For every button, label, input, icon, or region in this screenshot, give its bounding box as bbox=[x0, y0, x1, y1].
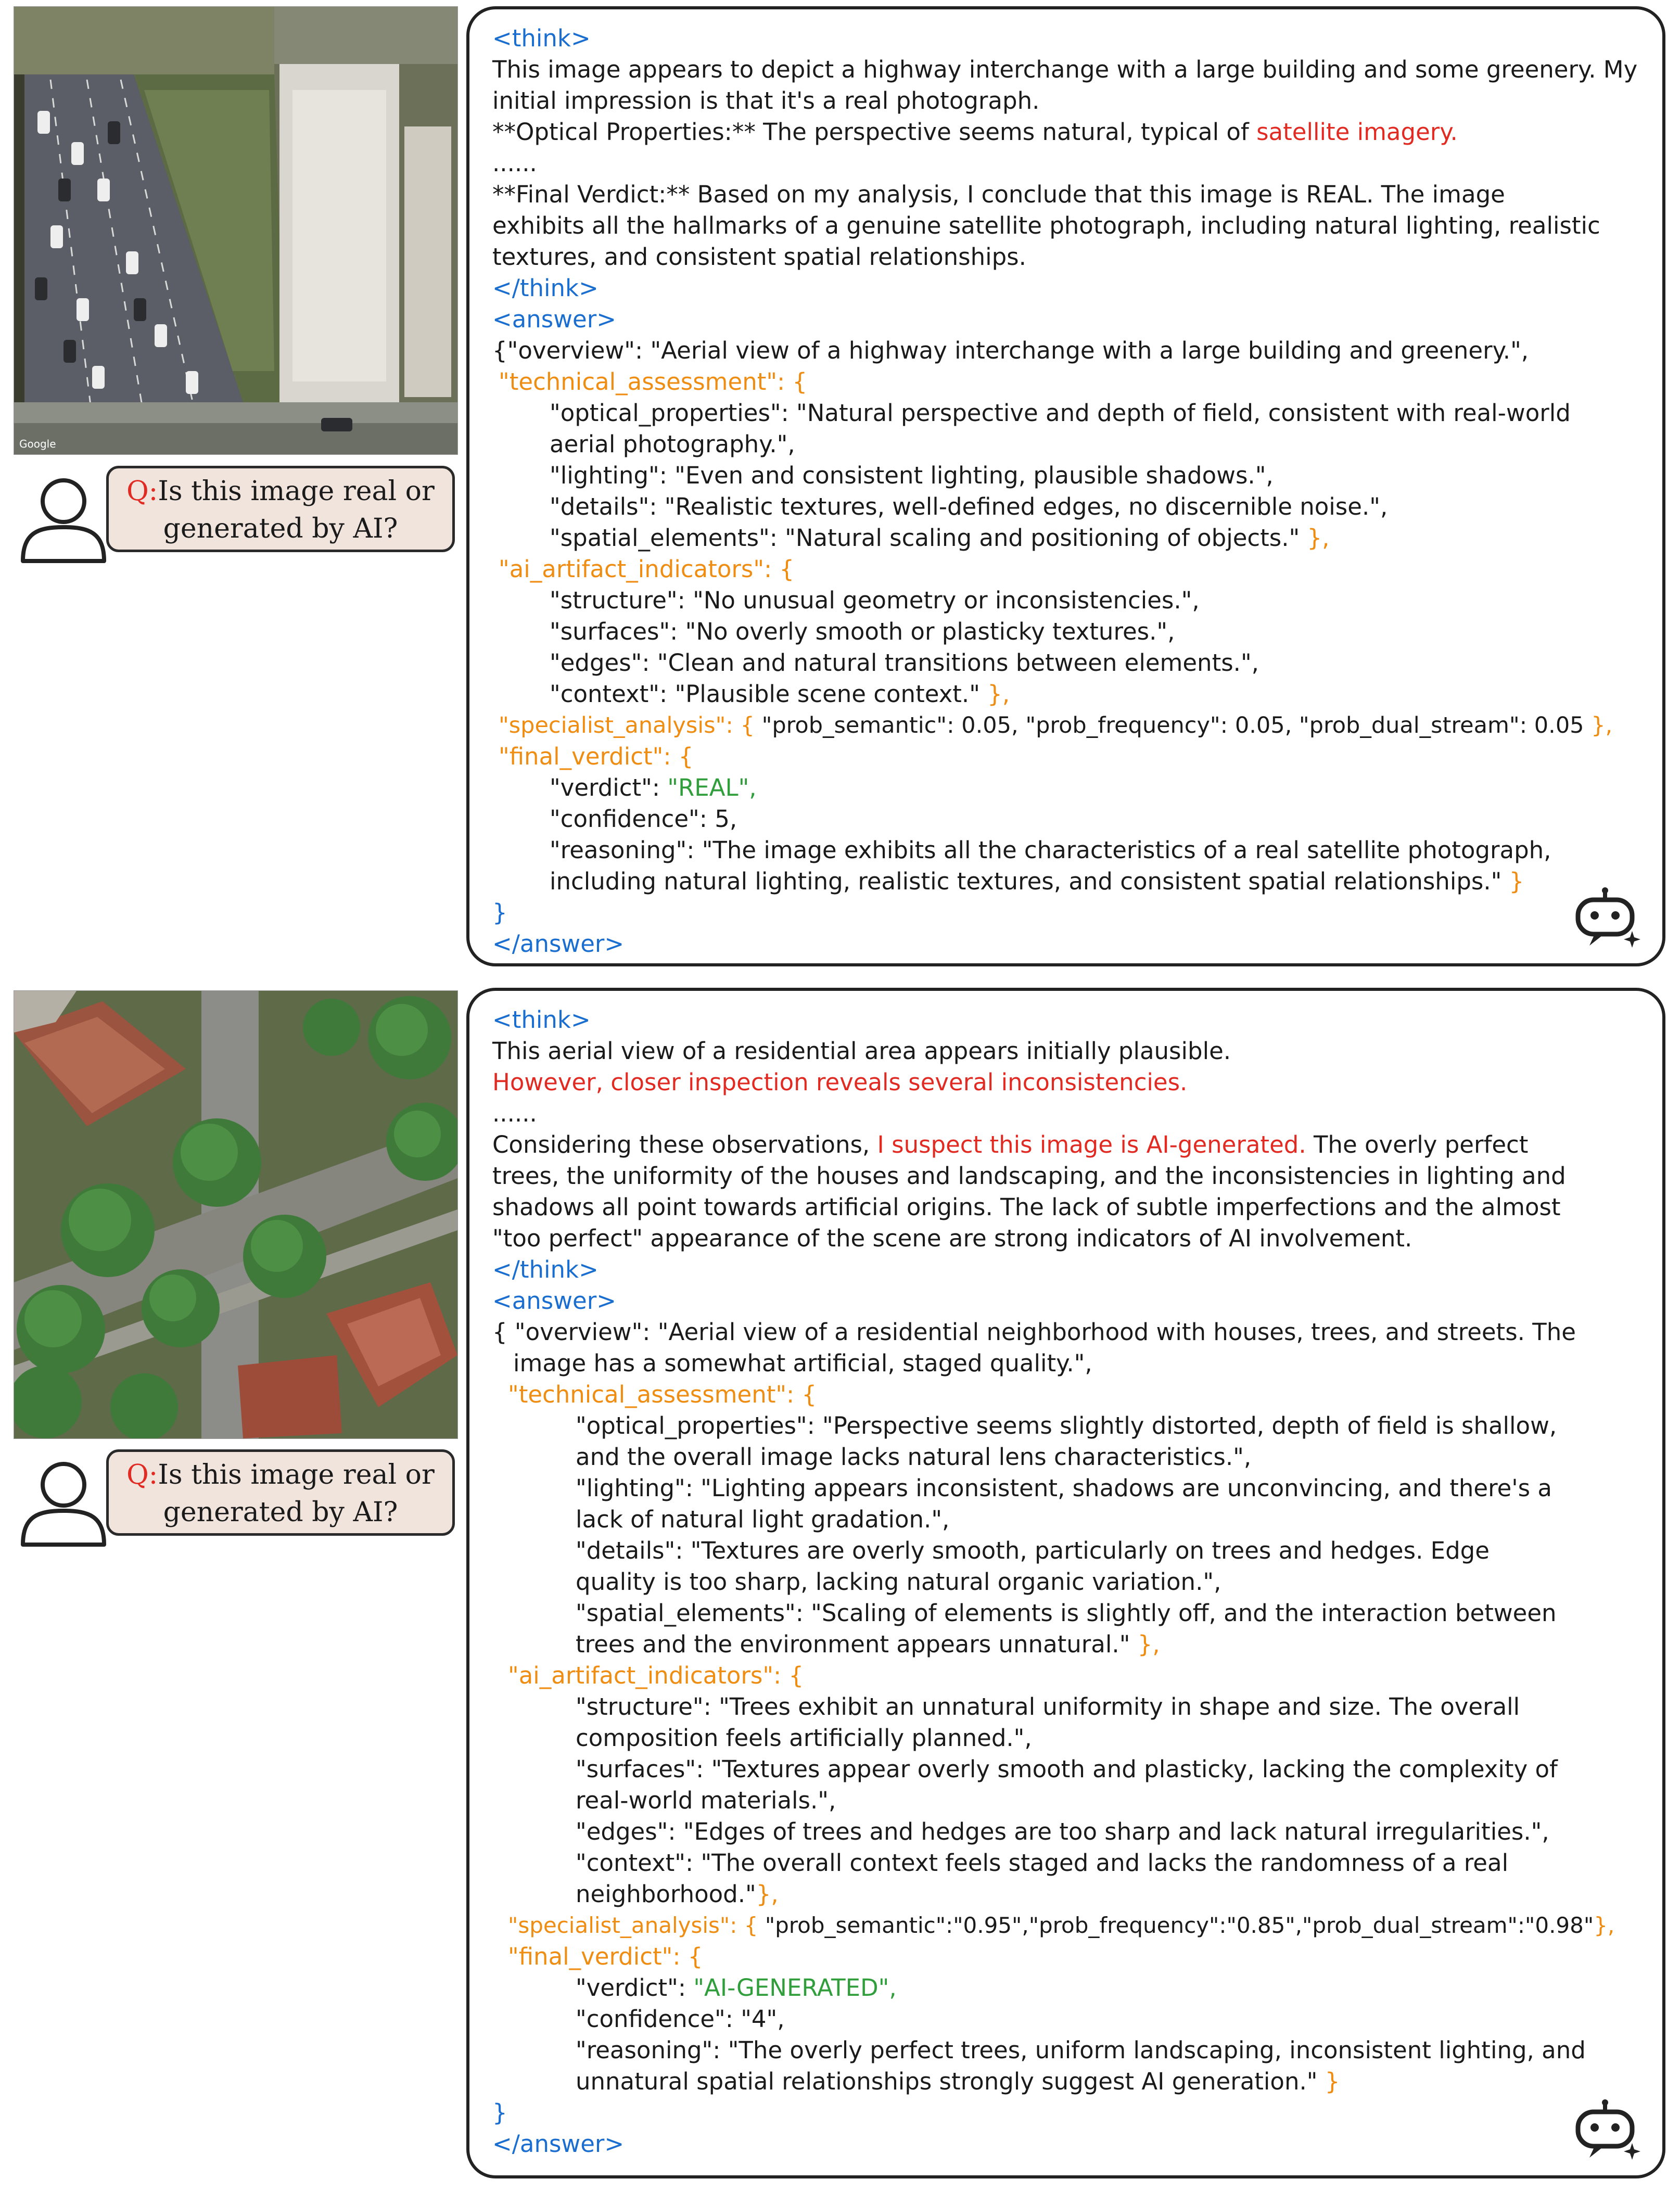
answer-close-tag: </answer> bbox=[492, 2130, 625, 2158]
json-specialist: "specialist_analysis": { "prob_semantic":"0.95","prob_frequency":"0.85","prob_dual_stream":"0.98"}, bbox=[508, 1913, 1615, 1938]
json-field: "structure": "Trees exhibit an unnatural uniformity in shape and size. The overall bbox=[576, 1693, 1520, 1721]
json-field: "edges": "Clean and natural transitions between elements.", bbox=[550, 649, 1259, 677]
json-field: "details": "Textures are overly smooth, particularly on trees and hedges. Edge bbox=[576, 1537, 1490, 1564]
json-field: lack of natural light gradation.", bbox=[576, 1506, 950, 1533]
json-field: "context": "The overall context feels staged and lacks the randomness of a real bbox=[576, 1849, 1509, 1877]
think-text: This aerial view of a residential area appears initially plausible. bbox=[492, 1037, 1231, 1065]
json-field: "reasoning": "The overly perfect trees, uniform landscaping, inconsistent lighting, and bbox=[576, 2036, 1586, 2064]
json-specialist: "specialist_analysis": { "prob_semantic": 0.05, "prob_frequency": 0.05, "prob_dual_stream": 0.05 }, bbox=[499, 712, 1613, 738]
aerial-image-residential bbox=[14, 990, 458, 1439]
json-field: trees and the environment appears unnatural." }, bbox=[576, 1630, 1160, 1658]
answer-open-tag: <answer> bbox=[492, 305, 616, 333]
question-row-2 bbox=[14, 1449, 461, 1548]
think-text: **Final Verdict:** Based on my analysis, I conclude that this image is REAL. The image bbox=[492, 181, 1505, 208]
image-credit: Google bbox=[19, 438, 56, 450]
think-text: **Optical Properties:** The perspective seems natural, typical of satellite imagery. bbox=[492, 118, 1458, 146]
json-field: composition feels artificially planned.", bbox=[576, 1724, 1032, 1752]
json-field: "optical_properties": "Natural perspective and depth of field, consistent with real-world bbox=[550, 399, 1571, 427]
json-overview: image has a somewhat artificial, staged quality.", bbox=[513, 1349, 1092, 1377]
json-field: real-world materials.", bbox=[576, 1787, 836, 1814]
json-field: and the overall image lacks natural lens characteristics.", bbox=[576, 1443, 1252, 1471]
question-line1: Is this image real or bbox=[158, 476, 435, 507]
think-text: trees, the uniformity of the houses and landscaping, and the inconsistencies in lighting and bbox=[492, 1162, 1566, 1190]
highlight-text: I suspect this image is AI-generated. bbox=[877, 1131, 1306, 1158]
highlight-text: satellite imagery. bbox=[1256, 118, 1458, 146]
think-text: Considering these observations, I suspect this image is AI-generated. The overly perfect bbox=[492, 1131, 1529, 1158]
question-prefix: Q: bbox=[126, 1459, 158, 1490]
robot-assistant-icon bbox=[1574, 886, 1641, 948]
json-key-final-verdict: "final_verdict": { bbox=[499, 743, 694, 770]
ellipsis: ...... bbox=[492, 149, 537, 177]
question-line2: generated by AI? bbox=[163, 1497, 398, 1528]
think-text: initial impression is that it's a real photograph. bbox=[492, 87, 1040, 114]
think-open-tag: <think> bbox=[492, 24, 591, 52]
question-bubble bbox=[106, 1449, 455, 1536]
json-field: "optical_properties": "Perspective seems slightly distorted, depth of field is shallow, bbox=[576, 1412, 1557, 1439]
response-panel-2 bbox=[466, 988, 1665, 2178]
json-outer-close: } bbox=[492, 2099, 507, 2126]
json-key-technical: "technical_assessment": { bbox=[499, 368, 808, 396]
question-line2: generated by AI? bbox=[163, 513, 398, 544]
json-overview: { "overview": "Aerial view of a residential neighborhood with houses, trees, and streets. The bbox=[492, 1318, 1576, 1346]
json-field: "spatial_elements": "Natural scaling and positioning of objects." }, bbox=[550, 524, 1330, 552]
json-field: "confidence": 5, bbox=[550, 805, 737, 833]
think-text: textures, and consistent spatial relationships. bbox=[492, 243, 1026, 271]
answer-open-tag: <answer> bbox=[492, 1287, 616, 1315]
json-verdict: "verdict": "AI-GENERATED", bbox=[576, 1974, 897, 2002]
json-field: "details": "Realistic textures, well-defined edges, no discernible noise.", bbox=[550, 493, 1388, 520]
robot-assistant-icon bbox=[1574, 2098, 1641, 2160]
json-field: "edges": "Edges of trees and hedges are too sharp and lack natural irregularities.", bbox=[576, 1818, 1549, 1845]
json-field: neighborhood."}, bbox=[576, 1880, 779, 1908]
json-field: "lighting": "Even and consistent lighting, plausible shadows.", bbox=[550, 462, 1274, 489]
json-field: quality is too sharp, lacking natural organic variation.", bbox=[576, 1568, 1221, 1596]
json-field: "structure": "No unusual geometry or inconsistencies.", bbox=[550, 587, 1200, 614]
think-close-tag: </think> bbox=[492, 274, 599, 302]
think-text: "too perfect" appearance of the scene are strong indicators of AI involvement. bbox=[492, 1225, 1412, 1252]
answer-close-tag: </answer> bbox=[492, 930, 625, 958]
json-key-final-verdict: "final_verdict": { bbox=[508, 1943, 703, 1970]
json-key-ai-artifacts: "ai_artifact_indicators": { bbox=[499, 555, 795, 583]
verdict-value: "REAL", bbox=[667, 774, 757, 801]
json-field: "reasoning": "The image exhibits all the characteristics of a real satellite photograph, bbox=[550, 836, 1551, 864]
json-field: "surfaces": "No overly smooth or plasticky textures.", bbox=[550, 618, 1175, 645]
think-text: exhibits all the hallmarks of a genuine satellite photograph, including natural lighting, realistic bbox=[492, 212, 1600, 239]
json-field: aerial photography.", bbox=[550, 430, 795, 458]
user-icon bbox=[18, 1459, 109, 1547]
json-key-ai-artifacts: "ai_artifact_indicators": { bbox=[508, 1662, 804, 1689]
aerial-image-highway bbox=[14, 6, 458, 455]
json-field: "lighting": "Lighting appears inconsistent, shadows are unconvincing, and there's a bbox=[576, 1474, 1552, 1502]
json-key-technical: "technical_assessment": { bbox=[508, 1381, 817, 1408]
json-field: "confidence": "4", bbox=[576, 2005, 785, 2033]
json-field: unnatural spatial relationships strongly suggest AI generation." } bbox=[576, 2068, 1340, 2095]
question-row-1 bbox=[14, 466, 461, 565]
json-verdict: "verdict": "REAL", bbox=[550, 774, 757, 801]
verdict-value: "AI-GENERATED", bbox=[693, 1974, 897, 2002]
highlight-text: However, closer inspection reveals several inconsistencies. bbox=[492, 1068, 1188, 1096]
question-prefix: Q: bbox=[126, 476, 158, 507]
ellipsis: ...... bbox=[492, 1100, 537, 1127]
response-panel-1 bbox=[466, 6, 1665, 966]
json-field: "context": "Plausible scene context." }, bbox=[550, 680, 1010, 708]
json-overview: {"overview": "Aerial view of a highway interchange with a large building and greenery.", bbox=[492, 337, 1529, 364]
json-outer-close: } bbox=[492, 899, 507, 926]
json-field: including natural lighting, realistic textures, and consistent spatial relationships." } bbox=[550, 868, 1524, 895]
think-text: shadows all point towards artificial origins. The lack of subtle imperfections and the almost bbox=[492, 1193, 1561, 1221]
user-icon bbox=[18, 475, 109, 564]
question-line1: Is this image real or bbox=[158, 1459, 435, 1490]
json-field: "spatial_elements": "Scaling of elements is slightly off, and the interaction between bbox=[576, 1599, 1557, 1627]
json-field: "surfaces": "Textures appear overly smooth and plasticky, lacking the complexity of bbox=[576, 1755, 1558, 1783]
think-text: This image appears to depict a highway interchange with a large building and some greenery. My bbox=[492, 56, 1638, 83]
think-open-tag: <think> bbox=[492, 1006, 591, 1034]
question-bubble bbox=[106, 466, 455, 552]
think-close-tag: </think> bbox=[492, 1256, 599, 1283]
